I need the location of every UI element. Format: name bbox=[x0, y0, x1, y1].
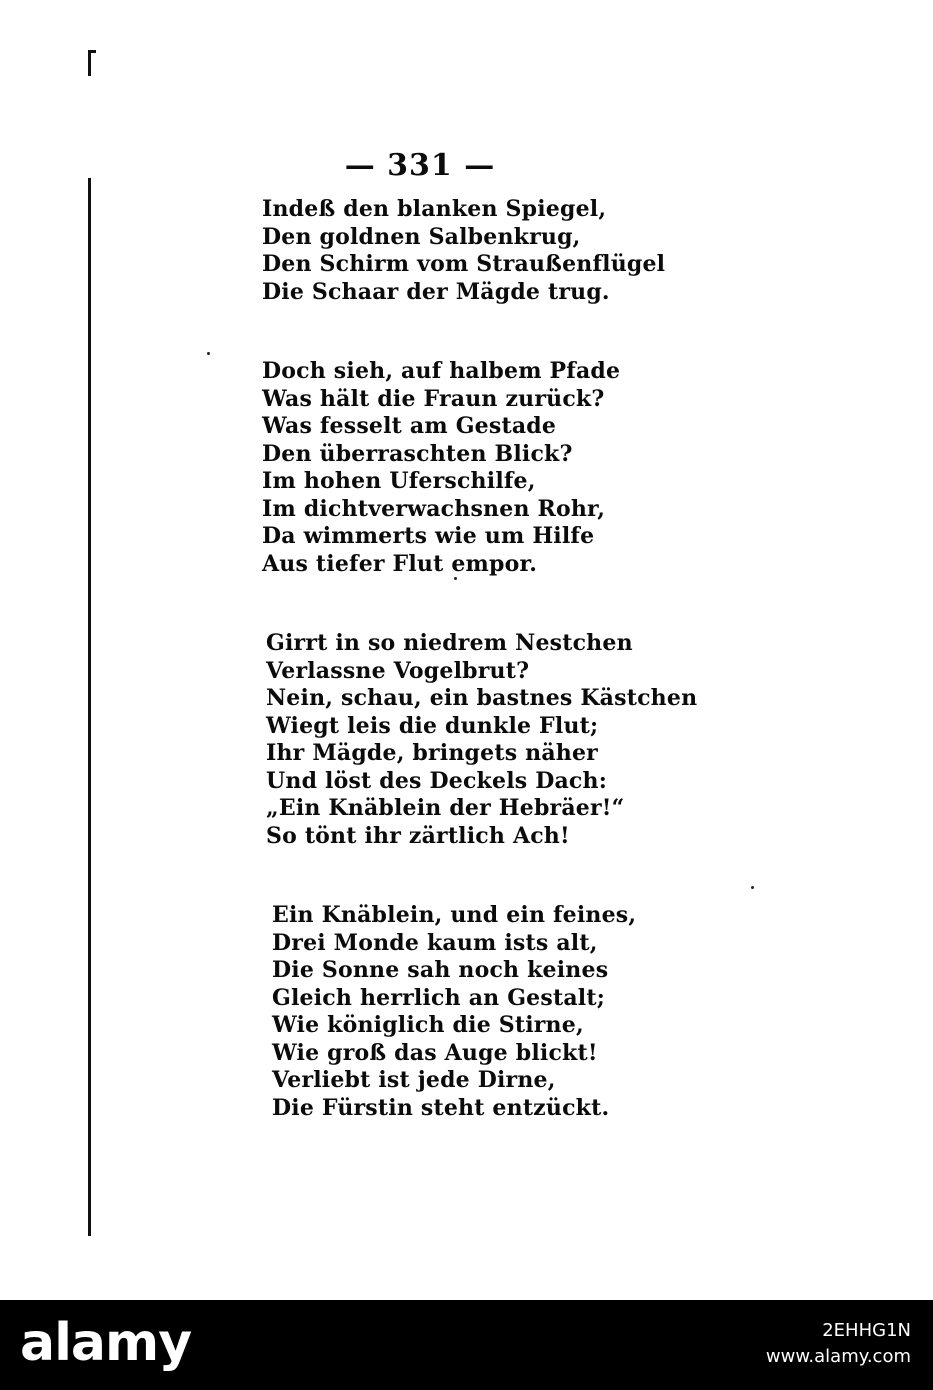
poem-line: Was fesselt am Gestade bbox=[262, 413, 557, 439]
poem-line: Wie königlich die Stirne, bbox=[272, 1012, 584, 1038]
poem-line: Im dichtverwachsnen Rohr, bbox=[262, 495, 606, 522]
watermark-image-id: 2EHHG1N bbox=[822, 1320, 911, 1341]
poem-line: Verlassne Vogelbrut? bbox=[266, 657, 530, 684]
poem-line: Aus tiefer Flut empor. bbox=[262, 550, 538, 577]
poem-line: Was hält die Fraun zurück? bbox=[262, 385, 605, 412]
stanza-1 bbox=[262, 196, 666, 306]
poem-line: Die Fürstin steht entzückt. bbox=[272, 1094, 610, 1121]
poem-line: Drei Monde kaum ists alt, bbox=[272, 929, 598, 956]
watermark-site: www.alamy.com bbox=[765, 1346, 911, 1367]
poem-line: So tönt ihr zärtlich Ach! bbox=[266, 822, 570, 849]
poem-line: Girrt in so niedrem Nestchen bbox=[266, 630, 633, 656]
poem-line: Doch sieh, auf halbem Pfade bbox=[262, 358, 621, 384]
poem-line: Wiegt leis die dunkle Flut; bbox=[266, 712, 599, 739]
poem-line: Ihr Mägde, bringets näher bbox=[266, 740, 598, 766]
poem-line: „Ein Knäblein der Hebräer!“ bbox=[266, 795, 625, 821]
stanza-3 bbox=[266, 630, 698, 850]
poem-line: Wie groß das Auge blickt! bbox=[272, 1039, 598, 1066]
poem-line: Den goldnen Salbenkrug, bbox=[262, 223, 581, 250]
margin-corner-mark bbox=[88, 50, 91, 76]
poem-line: Den überraschten Blick? bbox=[262, 440, 573, 467]
poem-line: Den Schirm vom Straußenflügel bbox=[262, 251, 666, 277]
poem-line: Die Schaar der Mägde trug. bbox=[262, 278, 610, 305]
stanza-2 bbox=[262, 358, 662, 578]
poem-line: Im hohen Uferschilfe, bbox=[262, 468, 536, 494]
margin-rule bbox=[88, 178, 91, 1236]
scan-speck bbox=[207, 352, 210, 355]
poem-line: Die Sonne sah noch keines bbox=[272, 957, 609, 983]
poem-line: Indeß den blanken Spiegel, bbox=[262, 196, 607, 222]
poem-line: Nein, schau, ein bastnes Kästchen bbox=[266, 685, 698, 711]
poem-line: Und löst des Deckels Dach: bbox=[266, 767, 608, 794]
poem-line: Da wimmerts wie um Hilfe bbox=[262, 523, 595, 549]
scan-speck bbox=[751, 886, 754, 889]
watermark-banner bbox=[0, 1300, 933, 1390]
poem-line: Verliebt ist jede Dirne, bbox=[272, 1067, 556, 1093]
poem bbox=[262, 196, 698, 1174]
poem-line: Gleich herrlich an Gestalt; bbox=[272, 984, 606, 1011]
poem-line: Ein Knäblein, und ein feines, bbox=[272, 902, 637, 928]
stanza-4 bbox=[272, 902, 662, 1122]
watermark-logo: alamy bbox=[20, 1313, 192, 1373]
page-number: — 331 — bbox=[344, 148, 496, 183]
